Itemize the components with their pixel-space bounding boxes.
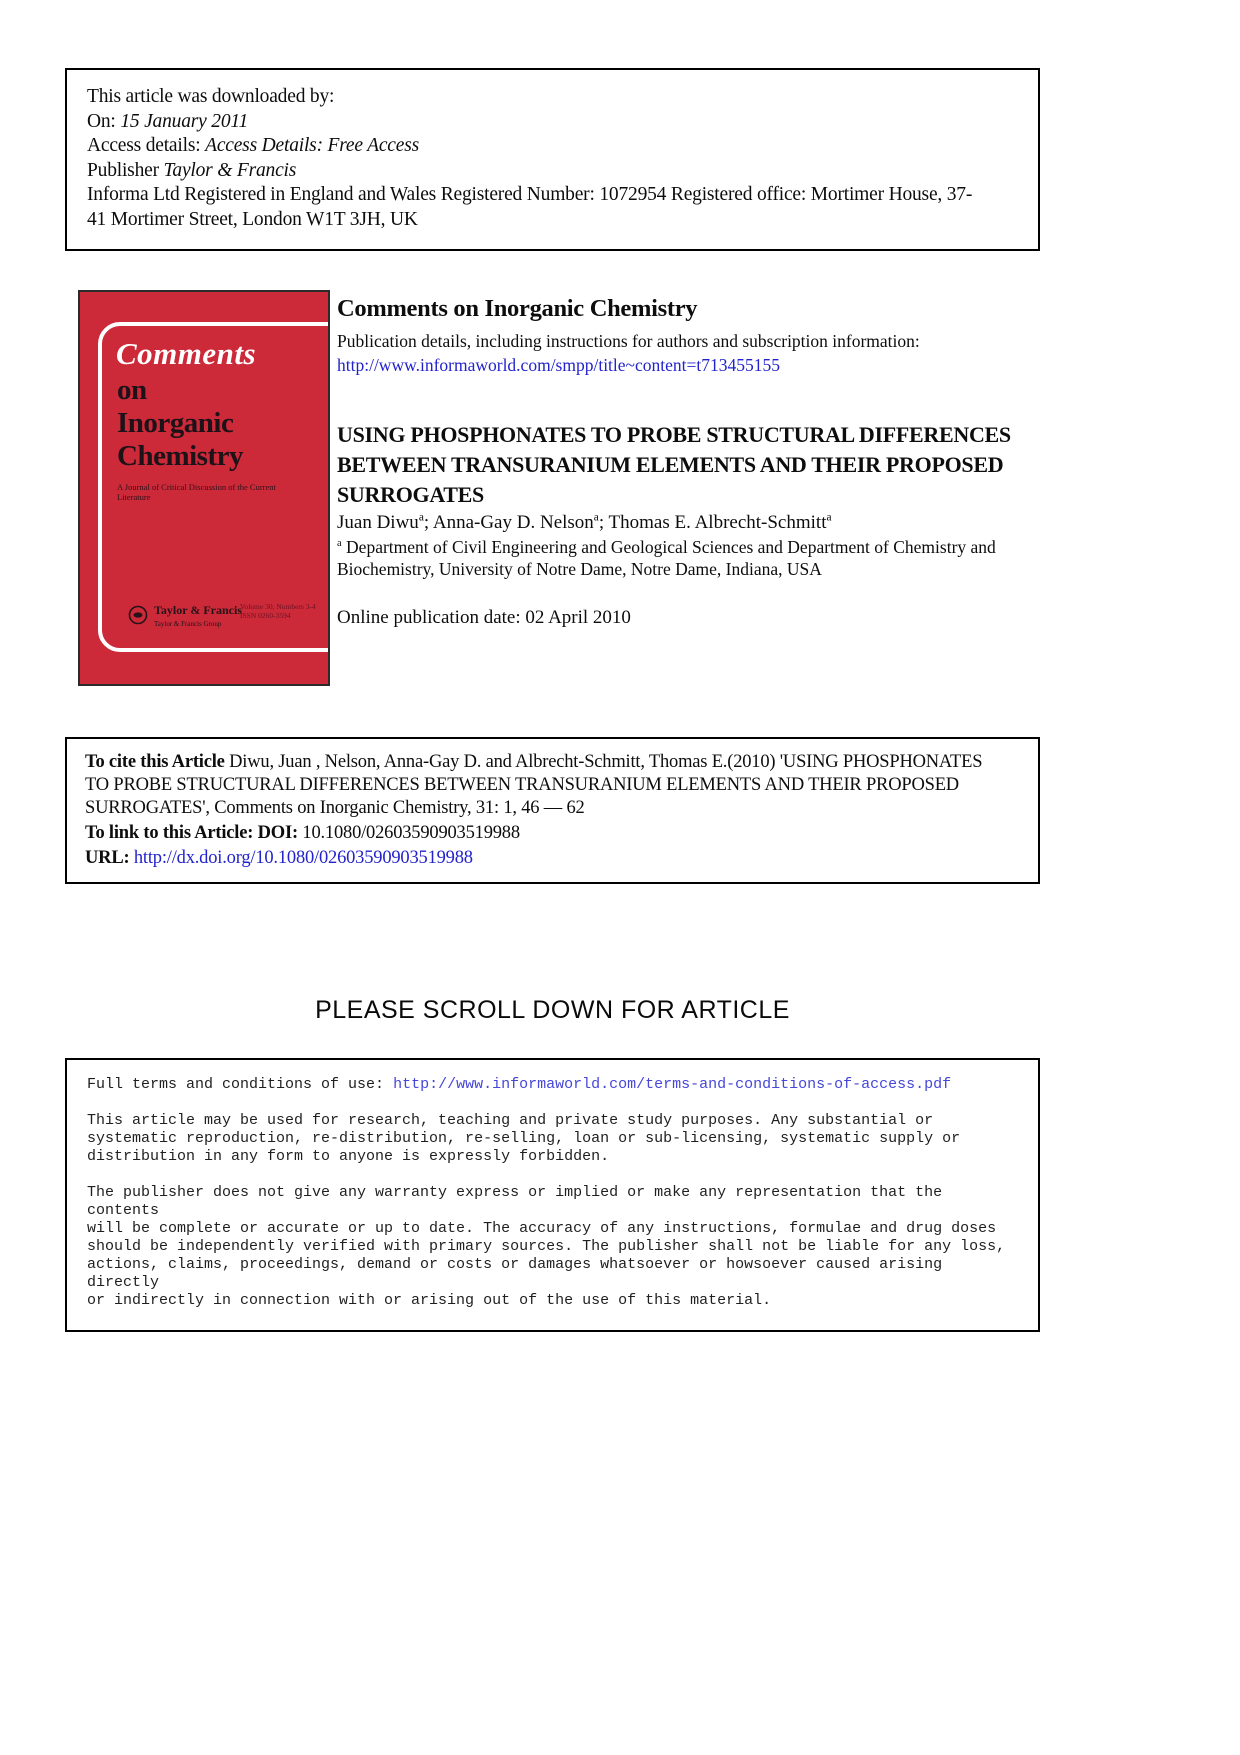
affiliation-superscript: a	[337, 538, 342, 550]
terms-paragraph-usage: This article may be used for research, teaching and private study purposes. Any substantial or systematic reproduction, re-distribution, re-selling, loan or sub-licensing, systematic supply or distribution in any form to anyone is expressly forbidden.	[87, 1112, 961, 1165]
article-title: USING PHOSPHONATES TO PROBE STRUCTURAL DIFFERENCES BETWEEN TRANSURANIUM ELEMENTS AND THEIR PROPOSED SURROGATES	[337, 422, 1011, 507]
terms-paragraph-warranty: The publisher does not give any warranty express or implied or make any representation that the contents will be complete or accurate or up to date. The accuracy of any instructions, formulae and drug doses should be independently verified with primary sources. The publisher shall not be liable for any loss, actions, claims, proceedings, demand or costs or damages whatsoever or howsoever caused arising directly or indirectly in connection with or arising out of the use of this material.	[87, 1184, 1006, 1309]
journal-url-link[interactable]: http://www.informaworld.com/smpp/title~content=t713455155	[337, 355, 781, 375]
doi-value: 10.1080/02603590903519988	[302, 823, 520, 843]
terms-box	[65, 1058, 1040, 1332]
cite-line: To cite this Article Diwu, Juan , Nelson, Anna-Gay D. and Albrecht-Schmitt, Thomas E.(2010) 'USING PHOSPHONATES	[85, 752, 983, 772]
cover-title-comments: Comments	[116, 336, 257, 371]
download-info-box	[65, 68, 1040, 251]
online-publication-date: Online publication date: 02 April 2010	[337, 607, 631, 628]
full-terms-line: Full terms and conditions of use: http://www.informaworld.com/terms-and-conditions-of-access.pdf	[87, 1076, 952, 1093]
doi-url-link[interactable]: http://dx.doi.org/10.1080/02603590903519988	[133, 848, 473, 868]
cover-logo-text: Taylor & Francis Taylor & Francis Group	[154, 603, 243, 628]
article-authors: Juan Diwu$^a$; Anna-Gay D. Nelson$^a$; Thomas E. Albrecht-Schmitt$^a$	[337, 511, 832, 533]
access-details-line: Access details: Access Details: Free Access	[87, 135, 419, 156]
journal-name-heading: Comments on Inorganic Chemistry	[337, 295, 698, 322]
publisher-line: Publisher Taylor & Francis	[87, 159, 297, 181]
cover-subtitle: A Journal of Critical Discussion of the Current Literature	[117, 482, 276, 502]
affiliation-line: Biochemistry, University of Notre Dame, Notre Dame, Indiana, USA	[337, 558, 822, 579]
cite-line: TO PROBE STRUCTURAL DIFFERENCES BETWEEN TRANSURANIUM ELEMENTS AND THEIR PROPOSED	[85, 775, 959, 795]
citation-box	[65, 737, 1040, 884]
informa-registration-lines: Informa Ltd Registered in England and Wales Registered Number: 1072954 Registered office: Mortimer House, 37- 41 Mortimer Street, London W1T 3JH, UK	[87, 184, 973, 230]
doi-line: To link to this Article: DOI: 10.1080/02603590903519988	[85, 823, 520, 843]
article-affiliation	[337, 537, 1047, 580]
taylor-francis-logo-icon	[128, 605, 148, 630]
downloaded-by-line: This article was downloaded by:	[87, 86, 335, 107]
cover-publisher-logo	[128, 604, 242, 630]
journal-cover-image	[78, 290, 330, 686]
affiliation-line: $^a$ Department of Civil Engineering and Geological Sciences and Department of Chemistry and	[337, 537, 996, 557]
cover-issue-info: Volume 30, Numbers 3-4 ISSN 0260-3594	[240, 602, 316, 620]
cover-title-main: on Inorganic Chemistry	[117, 374, 243, 472]
terms-url-link[interactable]: http://www.informaworld.com/terms-and-conditions-of-access.pdf	[393, 1076, 952, 1093]
cite-paragraph	[85, 751, 1020, 820]
scroll-down-banner: PLEASE SCROLL DOWN FOR ARTICLE	[315, 996, 790, 1024]
url-line: URL: http://dx.doi.org/10.1080/02603590903519988	[85, 848, 473, 868]
cite-line: SURROGATES', Comments on Inorganic Chemistry, 31: 1, 46 — 62	[85, 798, 585, 818]
cover-logo-subtext: Taylor & Francis Group	[154, 620, 222, 628]
publication-details-line: Publication details, including instructions for authors and subscription information:	[337, 331, 920, 351]
download-date-line: On: 15 January 2011	[87, 110, 249, 132]
publication-details-url-line	[337, 355, 780, 376]
